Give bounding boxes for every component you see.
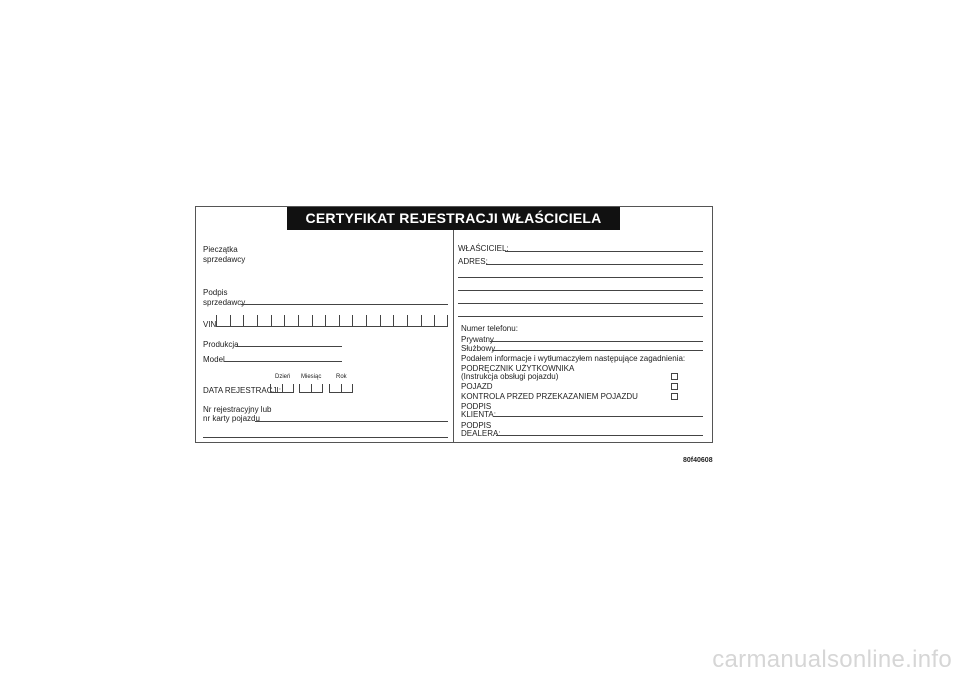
reg-number-label-2: nr karty pojazdu [203, 414, 260, 423]
watermark: carmanualsonline.info [712, 646, 952, 673]
dealer-sign-line[interactable] [496, 435, 703, 436]
production-label: Produkcja [203, 340, 239, 349]
private-phone-label: Prywatny [461, 335, 494, 344]
day-label: Dzień [275, 374, 291, 380]
reg-number-label-1: Nr rejestracyjny lub [203, 405, 272, 414]
address-label: ADRES: [458, 257, 488, 266]
day-field[interactable] [270, 384, 294, 393]
address-line-1[interactable] [486, 264, 703, 265]
owner-label: WŁAŚCICIEL: [458, 244, 509, 253]
vehicle-label: POJAZD [461, 382, 493, 391]
address-line-5[interactable] [458, 316, 703, 317]
column-divider [453, 230, 454, 442]
owner-manual-label: PODRĘCZNIK UŻYTKOWNIKA [461, 364, 575, 373]
address-line-3[interactable] [458, 290, 703, 291]
owner-line[interactable] [505, 251, 703, 252]
reg-number-line-2[interactable] [203, 437, 448, 438]
private-phone-line[interactable] [490, 341, 703, 342]
phone-label: Numer telefonu: [461, 324, 518, 333]
month-field[interactable] [299, 384, 323, 393]
certificate-title: CERTYFIKAT REJESTRACJI WŁAŚCICIELA [287, 207, 620, 230]
address-line-2[interactable] [458, 277, 703, 278]
business-phone-label: Służbowy [461, 344, 496, 353]
dealer-sign-label-1: PODPIS [461, 421, 492, 430]
client-sign-line[interactable] [493, 416, 703, 417]
model-line[interactable] [224, 361, 342, 362]
stamp-label-2: sprzedawcy [203, 255, 246, 264]
seller-sign-line[interactable] [241, 304, 448, 305]
figure-code: 80f40608 [683, 457, 713, 464]
inspection-checkbox[interactable] [671, 393, 678, 400]
year-field[interactable] [329, 384, 353, 393]
month-label: Miesiąc [301, 374, 322, 380]
business-phone-line[interactable] [492, 350, 703, 351]
seller-sign-label-2: sprzedawcy [203, 298, 246, 307]
client-sign-label-2: KLIENTA: [461, 410, 496, 419]
seller-sign-label-1: Podpis [203, 288, 228, 297]
vin-label: VIN [203, 320, 217, 329]
registration-date-label: DATA REJESTRACJI: [203, 386, 281, 395]
stamp-label-1: Pieczątka [203, 245, 238, 254]
inspection-label: KONTROLA PRZED PRZEKAZANIEM POJAZDU [461, 392, 638, 401]
vehicle-checkbox[interactable] [671, 383, 678, 390]
owner-manual-sub-label: (Instrukcja obsługi pojazdu) [461, 372, 559, 381]
dealer-sign-label-2: DEALERA: [461, 429, 501, 438]
address-line-4[interactable] [458, 303, 703, 304]
vin-field[interactable] [216, 315, 448, 327]
owner-manual-checkbox[interactable] [671, 373, 678, 380]
info-statement: Podałem informacje i wytłumaczyłem następujące zagadnienia: [461, 354, 686, 363]
model-label: Model [203, 355, 225, 364]
production-line[interactable] [236, 346, 342, 347]
client-sign-label-1: PODPIS [461, 402, 492, 411]
reg-number-line[interactable] [255, 421, 448, 422]
year-label: Rok [336, 374, 347, 380]
